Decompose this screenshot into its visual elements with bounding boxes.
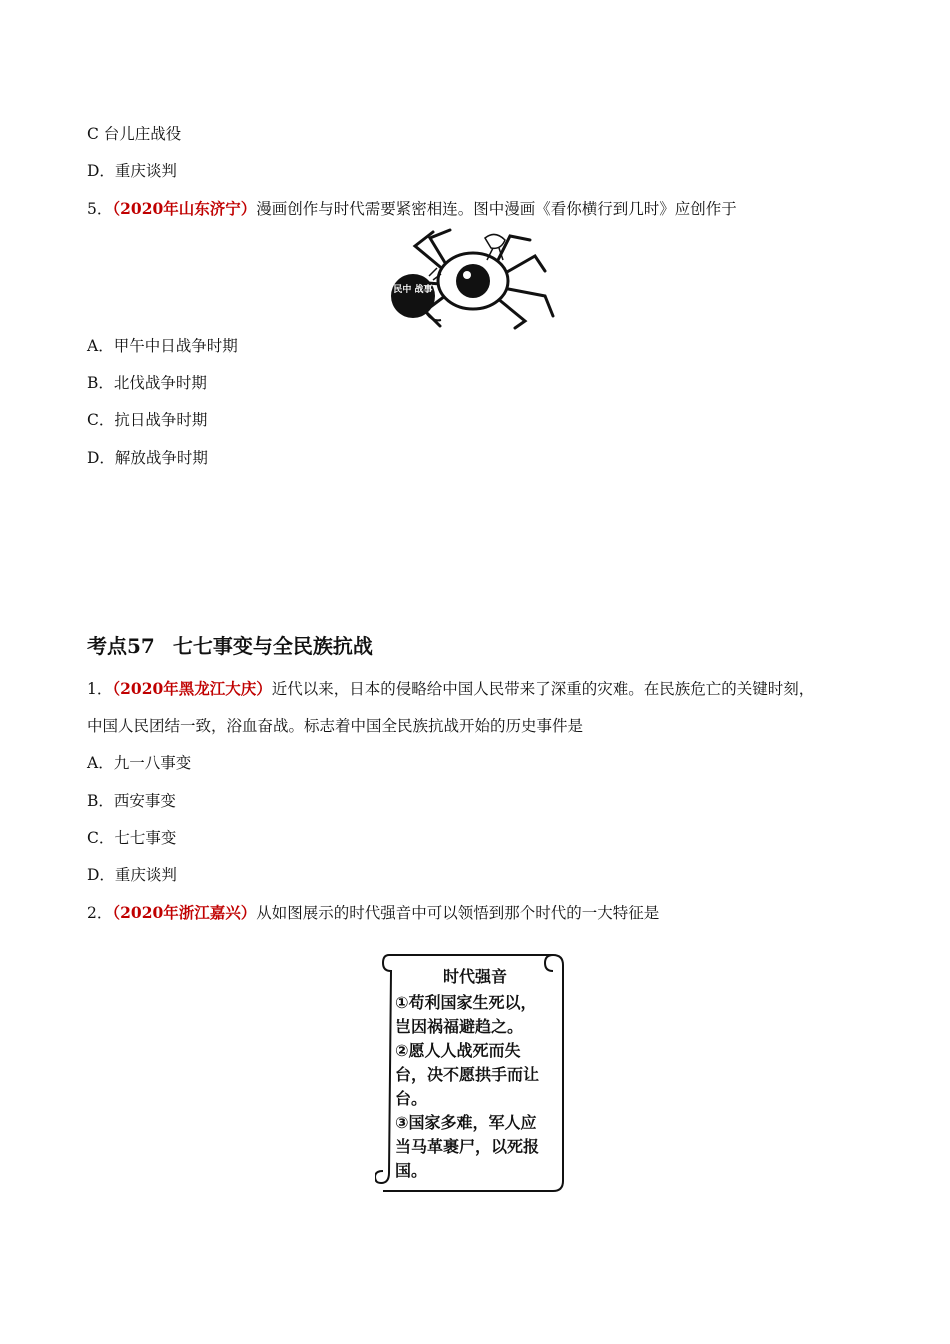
section-title: 七七事变与全民族抗战 bbox=[172, 634, 373, 658]
scroll-title: 时代强音 bbox=[442, 967, 508, 986]
s-q2-source: （2020年浙江嘉兴） bbox=[112, 903, 257, 922]
s-q1-option-a: A．九一八事变 bbox=[87, 754, 192, 772]
s-q1-option-b: B．西安事变 bbox=[87, 792, 176, 810]
q5-stem-text: 漫画创作与时代需要紧密相连。图中漫画《看你横行到几时》应创作于 bbox=[256, 200, 737, 218]
bomb-label: 民中 战事 bbox=[393, 285, 433, 295]
s-q1-stem-line1 bbox=[87, 677, 814, 699]
q4-option-d: D．重庆谈判 bbox=[87, 162, 177, 180]
scroll-line-7: 当马革裹尸，以死报 bbox=[395, 1137, 540, 1156]
q5-option-b: B．北伐战争时期 bbox=[87, 374, 207, 392]
scroll-line-3: ②愿人人战死而失 bbox=[395, 1041, 521, 1060]
q4-option-c: C 台儿庄战役 bbox=[87, 125, 182, 143]
scroll-line-2: 岂因祸福避趋之。 bbox=[395, 1017, 524, 1036]
section-heading bbox=[87, 630, 373, 659]
scroll-line-1: ①苟利国家生死以， bbox=[395, 993, 537, 1012]
q5-option-a: A．甲午中日战争时期 bbox=[87, 337, 238, 355]
s-q2-stem bbox=[87, 901, 659, 923]
s-q1-source: （2020年黑龙江大庆） bbox=[112, 679, 272, 698]
s-q1-number: 1． bbox=[87, 680, 113, 698]
scroll-line-6: ③国家多难，军人应 bbox=[395, 1113, 537, 1132]
scroll-line-4: 台，决不愿拱手而让 bbox=[395, 1065, 540, 1084]
s-q1-option-d: D．重庆谈判 bbox=[87, 866, 177, 884]
s-q2-stem-text: 从如图展示的时代强音中可以领悟到那个时代的一大特征是 bbox=[256, 904, 660, 922]
scroll-figure bbox=[375, 945, 570, 1195]
q5-stem bbox=[87, 197, 737, 219]
s-q1-stem-text1: 近代以来，日本的侵略给中国人民带来了深重的灾难。在民族危亡的关键时刻， bbox=[271, 680, 815, 698]
s-q1-option-c: C．七七事变 bbox=[87, 829, 177, 847]
q5-option-c: C．抗日战争时期 bbox=[87, 411, 208, 429]
q5-option-d: D．解放战争时期 bbox=[87, 449, 208, 467]
s-q2-number: 2． bbox=[87, 904, 113, 922]
q5-number: 5． bbox=[87, 200, 113, 218]
crab-cartoon-figure bbox=[385, 226, 560, 331]
q5-source: （2020年山东济宁） bbox=[112, 199, 257, 218]
scroll-line-8: 国。 bbox=[395, 1161, 428, 1180]
section-label: 考点57 bbox=[87, 634, 155, 658]
scroll-line-5: 台。 bbox=[395, 1089, 428, 1108]
s-q1-stem-line2: 中国人民团结一致，浴血奋战。标志着中国全民族抗战开始的历史事件是 bbox=[87, 717, 584, 735]
